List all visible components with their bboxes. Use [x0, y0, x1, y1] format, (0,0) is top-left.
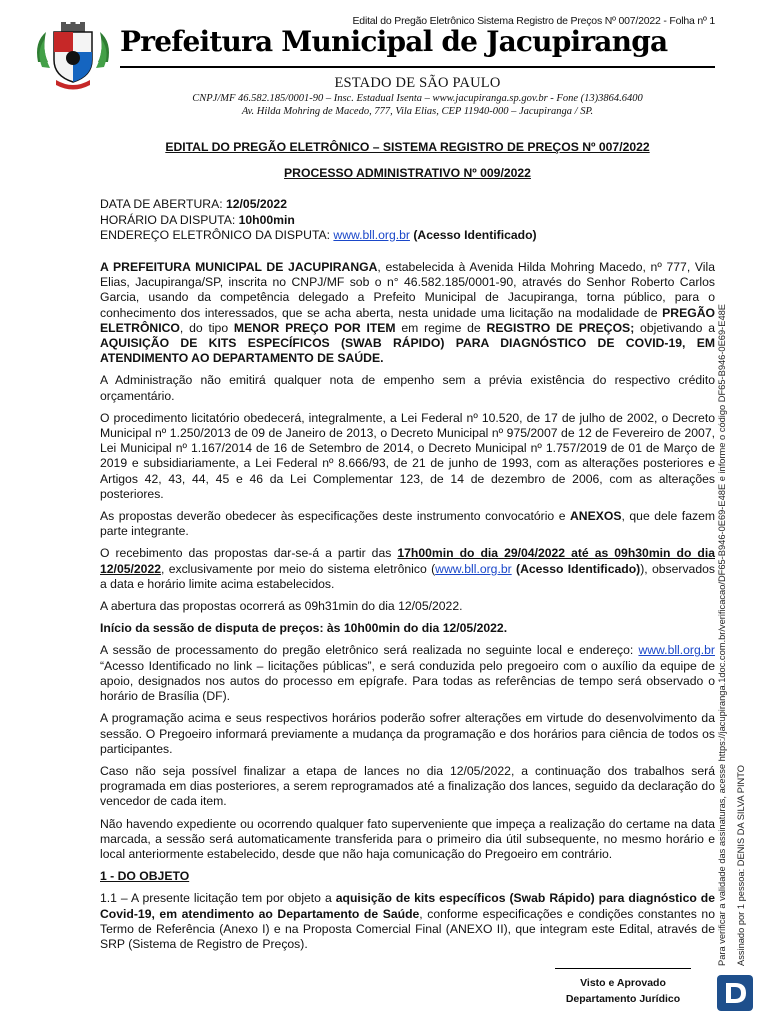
objeto-text-1: 1.1 – A presente licitação tem por objeto a — [100, 891, 336, 906]
section-1-heading: 1 - DO OBJETO — [100, 869, 190, 884]
state-name: ESTADO DE SÃO PAULO — [334, 75, 501, 91]
page-folio: Edital do Pregão Eletrônico Sistema Registro de Preços Nº 007/2022 - Folha nº 1 — [352, 15, 715, 27]
abertura-value: 12/05/2022 — [225, 197, 287, 212]
intro-text-4: objetivando a — [634, 320, 715, 335]
objeto-description: aquisição de kits específicos (Swab Rápido) para diagnóstico de Covid-19, em atendimento ao Departamento de Saúde — [100, 891, 715, 921]
propostas-paragraph — [100, 509, 715, 539]
signature-signed-by-note: Assinado por 1 pessoa: DENIS DA SILVA PINTO — [736, 764, 746, 966]
municipality-title: Prefeitura Municipal de Jacupiranga — [120, 25, 668, 58]
abertura-paragraph: A abertura das propostas ocorrerá as 09h31min do dia 12/05/2022. — [100, 599, 463, 614]
bll-link[interactable]: www.bll.org.br — [638, 643, 715, 658]
info-abertura — [100, 197, 715, 212]
procedimento-paragraph: O procedimento licitatório obedecerá, integralmente, a Lei Federal nº 10.520, de 17 de julho de 2002, o Decreto Municipal nº 1.250/2013 de 09 de Janeiro de 2013, o Decreto Municipal nº 975/2007 de 12 de Fevereiro de 2007, Lei Municipal nº 1.167/2014 de 16 de Setembro de 2014, o Decreto Municipal nº 1.757/2019 de 01 de Março de 2019 e subsidiariamente, a Lei Federal nº 8.666/93, de 21 de junho de 1993, com as alterações posteriores e Artigos 42, 43, 44, 45 e 46 da Lei Complementar 123, de 14 de dezembro de 2006, com as alterações posteriores. — [100, 410, 715, 501]
objeto-text-2: , conforme especificações e condições constantes no Termo de Referência (Anexo I) e na Proposta Comercial Final (ANEXO II), que integram este Edital, através de SRP (Sistema de Registro de Preços). — [100, 906, 715, 951]
endereco-suffix: (Acesso Identificado) — [409, 227, 537, 242]
signature-line — [555, 968, 691, 969]
expediente-paragraph: Não havendo expediente ou ocorrendo qualquer fato superveniente que impeça a realização do certame na data marcada, a sessão será automaticamente transferida para o primeiro dia útil subsequente, no mesmo horário e local anteriormente estabelecido, desde que não haja comunicação do Pregoeiro em contrário. — [100, 816, 715, 861]
intro-objeto: AQUISIÇÃO DE KITS ESPECÍFICOS (SWAB RÁPIDO) PARA DIAGNÓSTICO DE COVID-19, EM ATENDIMENTO AO DEPARTAMENTO DE SAÚDE. — [100, 336, 715, 366]
intro-text-1: , estabelecida à Avenida Hilda Mohring Macedo, nº 777, Vila Elias, Jacupiranga/SP, inscrita no CNPJ/MF sob o n° 46.582.185/0001-90, através do Senhor Roberto Carlos Garcia, usando da competência delegado a Prefeito Municipal de Jacupiranga, torna público, para o conhecimento dos interessados, que se acha aberta, nesta unidade uma licitação na modalidade de — [100, 260, 715, 320]
1doc-logo — [717, 975, 753, 1011]
intro-text-2: , do tipo — [179, 320, 234, 335]
propostas-text-1: As propostas deverão obedecer às especificações deste instrumento convocatório e — [100, 509, 570, 524]
sessao-text-2: “Acesso Identificado no link – licitações públicas”, e será conduzida pelo pregoeiro com o auxílio da equipe de apoio, designados nos autos do processo em epígrafe. Para todas as referências de tempo será observado o horário de Brasília (DF). — [100, 658, 715, 704]
sessao-text-1: A sessão de processamento do pregão eletrônico será realizada no seguinte local e endereço: — [100, 643, 639, 658]
intro-regime: REGISTRO DE PREÇOS; — [486, 320, 635, 335]
recebimento-text-1: O recebimento das propostas dar-se-á a partir das — [100, 546, 398, 561]
info-horario — [100, 213, 715, 228]
bll-link[interactable]: www.bll.org.br — [435, 561, 512, 576]
endereco-label: ENDEREÇO ELETRÔNICO DA DISPUTA: — [100, 227, 334, 242]
document-body — [100, 140, 715, 959]
caso-paragraph: Caso não seja possível finalizar a etapa de lances no dia 12/05/2022, a continuação dos trabalhos será programada em dias posteriores, a serem reprogramados até a finalização dos lances, seguido da declaração do vencedor de cada item. — [100, 763, 715, 809]
approval-line-1: Visto e Aprovado — [580, 977, 666, 989]
horario-value: 10h00min — [238, 212, 295, 227]
intro-text-3: em regime de — [395, 320, 487, 335]
propostas-text-2: , que dele fazem parte integrante. — [100, 509, 715, 539]
recebimento-acesso: (Acesso Identificado) — [511, 561, 641, 576]
abertura-label: DATA DE ABERTURA: — [100, 197, 226, 212]
contact-line-2: Av. Hilda Mohring de Macedo, 777, Vila Elias, CEP 11940-000 – Jacupiranga / SP. — [241, 106, 594, 117]
intro-tipo: MENOR PREÇO POR ITEM — [233, 320, 396, 335]
propostas-anexos: ANEXOS — [570, 509, 622, 524]
approval-line-2: Departamento Jurídico — [565, 993, 681, 1005]
info-endereco — [100, 228, 715, 243]
signature-verification-note: Para verificar a validade das assinaturas, acesse https://jacupiranga.1doc.com.br/verificacao/DF65-B946-0E69-E48E e informe o código DF65-B946-0E69-E48E — [717, 304, 727, 966]
recebimento-period: 17h00min do dia 29/04/2022 até as 09h30min do dia 12/05/2022 — [100, 546, 715, 576]
edital-title: EDITAL DO PREGÃO ELETRÔNICO – SISTEMA REGISTRO DE PREÇOS Nº 007/2022 — [165, 140, 650, 154]
contact-line-1: CNPJ/MF 46.582.185/0001-90 – Insc. Estadual Isenta – www.jacupiranga.sp.gov.br - Fone (13)3864.6400 — [192, 93, 643, 104]
section-1-1-paragraph — [100, 891, 715, 952]
municipal-coat-of-arms-logo — [34, 22, 112, 92]
recebimento-text-2: , exclusivamente por meio do sistema eletrônico ( — [161, 561, 436, 576]
header-divider — [120, 66, 715, 68]
bll-link[interactable]: www.bll.org.br — [333, 227, 410, 242]
recebimento-text-3: ), observados a data e horário limite acima estabelecidos. — [100, 561, 715, 591]
horario-label: HORÁRIO DA DISPUTA: — [100, 212, 239, 227]
legal-approval-block — [555, 962, 691, 1007]
intro-paragraph — [100, 260, 715, 366]
processo-title: PROCESSO ADMINISTRATIVO Nº 009/2022 — [284, 166, 531, 181]
sessao-paragraph — [100, 643, 715, 704]
inicio-paragraph: Início da sessão de disputa de preços: às 10h00min do dia 12/05/2022. — [100, 621, 508, 636]
programacao-paragraph: A programação acima e seus respectivos horários poderão sofrer alterações em virtude do desenvolvimento da sessão. O Pregoeiro informará previamente a mudança da programação e dos horários para ciência de todos os participantes. — [100, 711, 715, 756]
intro-entity: A PREFEITURA MUNICIPAL DE JACUPIRANGA — [100, 260, 378, 275]
intro-modalidade: PREGÃO ELETRÔNICO — [100, 305, 715, 335]
recebimento-paragraph — [100, 546, 715, 592]
empenho-paragraph: A Administração não emitirá qualquer nota de empenho sem a prévia existência do respectivo crédito orçamentário. — [100, 373, 715, 403]
